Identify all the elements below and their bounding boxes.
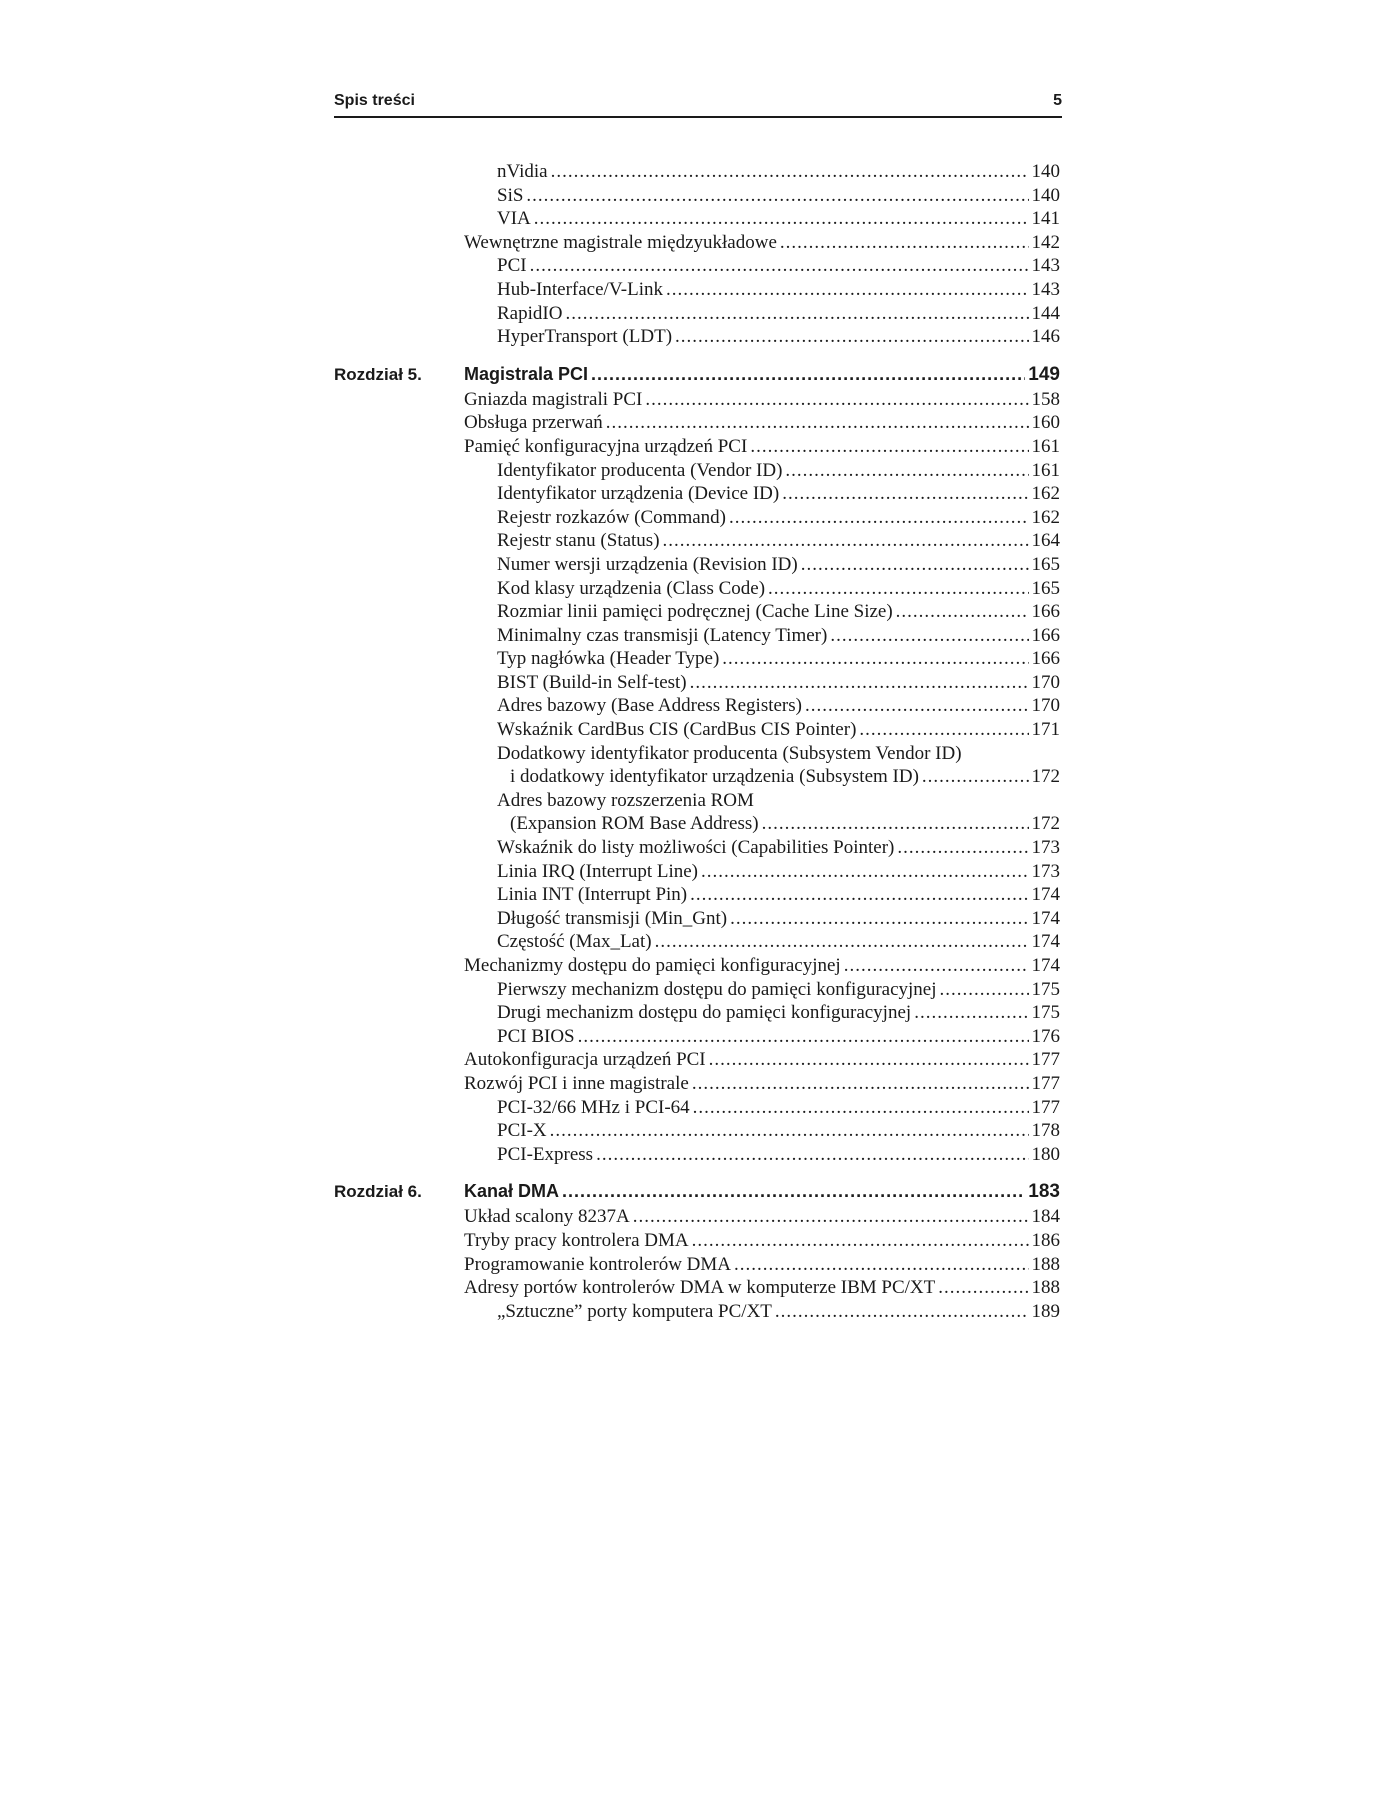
toc-entry	[497, 978, 1060, 1002]
chapter-label: Rozdział 5.	[334, 364, 422, 384]
entry-page-number: 165	[1031, 553, 1060, 575]
dot-leader	[844, 954, 1029, 978]
dot-leader	[530, 254, 1029, 278]
entry-page-number: 177	[1031, 1096, 1060, 1118]
entry-title: Rozmiar linii pamięci podręcznej (Cache Line Size)	[497, 601, 893, 623]
entry-page-number: 186	[1031, 1229, 1060, 1251]
toc-entry	[464, 1276, 1060, 1300]
toc-entry	[497, 207, 1060, 231]
toc-entry	[497, 254, 1060, 278]
toc-entry	[497, 1300, 1060, 1324]
toc-entry	[464, 954, 1060, 978]
dot-leader	[859, 718, 1028, 742]
entry-title: PCI-Express	[497, 1143, 594, 1165]
dot-leader	[690, 883, 1028, 907]
entry-page-number: 141	[1031, 208, 1060, 230]
entry-page-number: 140	[1031, 184, 1060, 206]
entry-page-number: 160	[1031, 412, 1060, 434]
toc-entry	[497, 860, 1060, 884]
entry-page-number: 176	[1031, 1025, 1060, 1047]
dot-leader	[690, 671, 1029, 695]
dot-leader	[729, 506, 1029, 530]
dot-leader	[606, 411, 1029, 435]
entry-title: Linia IRQ (Interrupt Line)	[497, 860, 699, 882]
entry-title: Drugi mechanizm dostępu do pamięci konfiguracyjnej	[497, 1002, 912, 1024]
toc-entry	[497, 694, 1060, 718]
dot-leader	[551, 160, 1029, 184]
entry-page-number: 166	[1031, 624, 1060, 646]
entry-page-number: 164	[1031, 530, 1060, 552]
entry-title: Obsługa przerwań	[464, 412, 603, 434]
entry-page-number: 180	[1031, 1143, 1060, 1165]
entry-page-number: 170	[1031, 695, 1060, 717]
entry-title: Wskaźnik CardBus CIS (CardBus CIS Pointer)	[497, 719, 857, 741]
entry-title: (Expansion ROM Base Address)	[510, 813, 759, 835]
toc-entry	[497, 1001, 1060, 1025]
dot-leader	[645, 388, 1028, 412]
entry-title: Typ nagłówka (Header Type)	[497, 648, 720, 670]
header-page-number: 5	[1053, 92, 1062, 109]
entry-title: Wewnętrzne magistrale międzyukładowe	[464, 231, 777, 253]
toc-entry	[464, 1072, 1060, 1096]
entry-page-number: 174	[1031, 884, 1060, 906]
entry-page-number: 143	[1031, 255, 1060, 277]
entry-title: Tryby pracy kontrolera DMA	[464, 1229, 689, 1251]
entry-page-number: 162	[1031, 483, 1060, 505]
dot-leader	[805, 694, 1029, 718]
toc-entry	[497, 482, 1060, 506]
entry-page-number: 177	[1031, 1049, 1060, 1071]
entry-title: Wskaźnik do listy możliwości (Capabilities Pointer)	[497, 837, 895, 859]
toc-entry	[497, 1143, 1060, 1167]
toc-entry	[464, 1205, 1060, 1229]
toc-entry	[497, 1119, 1060, 1143]
dot-leader	[562, 1178, 1025, 1205]
toc-entry	[497, 718, 1060, 742]
header-title: Spis treści	[334, 92, 415, 109]
dot-leader	[775, 1300, 1029, 1324]
dot-leader	[830, 624, 1028, 648]
toc-entry	[464, 1229, 1060, 1253]
entry-page-number: 175	[1031, 1002, 1060, 1024]
entry-title: Kod klasy urządzenia (Class Code)	[497, 577, 766, 599]
dot-leader	[914, 1001, 1028, 1025]
dot-leader	[692, 1072, 1029, 1096]
entry-page-number: 142	[1031, 231, 1060, 253]
entry-page-number: 146	[1031, 326, 1060, 348]
entry-title: Pierwszy mechanizm dostępu do pamięci konfiguracyjnej	[497, 978, 937, 1000]
toc-entry	[464, 1048, 1060, 1072]
entry-page-number: 140	[1031, 161, 1060, 182]
dot-leader	[750, 435, 1028, 459]
entry-title: Adres bazowy (Base Address Registers)	[497, 695, 802, 717]
dot-leader	[709, 1048, 1029, 1072]
toc-entry	[497, 907, 1060, 931]
entry-page-number: 172	[1031, 813, 1060, 835]
toc-entry	[497, 836, 1060, 860]
dot-leader	[785, 459, 1028, 483]
dot-leader	[780, 231, 1029, 255]
dot-leader	[896, 600, 1029, 624]
chapter-title: Kanał DMA	[464, 1181, 560, 1202]
toc-entry	[464, 411, 1060, 435]
toc-entry	[464, 435, 1060, 459]
entry-title: BIST (Build-in Self-test)	[497, 671, 687, 693]
entry-page-number: 144	[1031, 302, 1060, 324]
entry-title: PCI BIOS	[497, 1025, 575, 1047]
entry-title: Gniazda magistrali PCI	[464, 388, 643, 410]
dot-leader	[768, 577, 1028, 601]
entry-page-number: 189	[1031, 1300, 1060, 1322]
chapter-title: Magistrala PCI	[464, 363, 589, 384]
running-header	[334, 90, 1062, 118]
toc-entry	[464, 231, 1060, 255]
toc-entry	[497, 577, 1060, 601]
toc-entry	[497, 184, 1060, 208]
toc-entry	[497, 302, 1060, 326]
chapter-page-number: 149	[1028, 363, 1060, 385]
dot-leader	[701, 860, 1028, 884]
dot-leader	[655, 930, 1029, 954]
dot-leader	[550, 1119, 1029, 1143]
entry-title: i dodatkowy identyfikator urządzenia (Subsystem ID)	[510, 766, 919, 788]
dot-leader	[730, 907, 1028, 931]
entry-page-number: 177	[1031, 1072, 1060, 1094]
entry-page-number: 188	[1031, 1253, 1060, 1275]
entry-page-number: 174	[1031, 907, 1060, 929]
entry-page-number: 171	[1031, 719, 1060, 741]
entry-page-number: 178	[1031, 1120, 1060, 1142]
toc-entry	[497, 624, 1060, 648]
entry-title: Hub-Interface/V-Link	[497, 278, 664, 300]
entry-title: Częstość (Max_Lat)	[497, 931, 652, 953]
dot-leader	[693, 1096, 1029, 1120]
entry-title: Linia INT (Interrupt Pin)	[497, 884, 688, 906]
dot-leader	[922, 765, 1029, 789]
entry-title: Identyfikator urządzenia (Device ID)	[497, 483, 780, 505]
toc-entry	[464, 1253, 1060, 1277]
toc-entry	[497, 1025, 1060, 1049]
dot-leader	[734, 1253, 1028, 1277]
entry-title: Dodatkowy identyfikator producenta (Subsystem Vendor ID)	[497, 742, 962, 764]
dot-leader	[526, 184, 1028, 208]
entry-page-number: 161	[1031, 459, 1060, 481]
dot-leader	[663, 529, 1029, 553]
entry-title: SiS	[497, 184, 524, 206]
entry-title: Układ scalony 8237A	[464, 1206, 630, 1228]
entry-title: Programowanie kontrolerów DMA	[464, 1253, 732, 1275]
dot-leader	[565, 302, 1028, 326]
entry-title: PCI	[497, 255, 527, 277]
toc-entry	[497, 553, 1060, 577]
entry-page-number: 174	[1031, 955, 1060, 976]
toc-chapter	[334, 1178, 1060, 1205]
entry-page-number: 170	[1031, 671, 1060, 693]
dot-leader	[801, 553, 1029, 577]
toc-entry	[497, 278, 1060, 302]
toc-entry	[497, 647, 1060, 671]
toc-entry	[497, 1096, 1060, 1120]
toc-entry	[497, 930, 1060, 954]
entry-title: RapidIO	[497, 302, 563, 324]
toc-entry	[497, 160, 1060, 184]
toc-entry	[510, 812, 1060, 836]
entry-title: Rozwój PCI i inne magistrale	[464, 1072, 689, 1094]
dot-leader	[938, 1276, 1028, 1300]
toc-entry	[510, 765, 1060, 789]
toc-entry	[497, 600, 1060, 624]
entry-title: Numer wersji urządzenia (Revision ID)	[497, 553, 798, 575]
entry-title: Minimalny czas transmisji (Latency Timer)	[497, 624, 828, 646]
entry-page-number: 158	[1031, 388, 1060, 410]
toc-entry	[497, 789, 1060, 813]
entry-page-number: 161	[1031, 435, 1060, 457]
toc-entry	[464, 388, 1060, 412]
entry-page-number: 173	[1031, 837, 1060, 859]
entry-page-number: 166	[1031, 601, 1060, 623]
entry-title: Mechanizmy dostępu do pamięci konfiguracyjnej	[464, 955, 841, 976]
entry-title: Rejestr stanu (Status)	[497, 530, 660, 552]
entry-title: „Sztuczne” porty komputera PC/XT	[497, 1300, 772, 1322]
entry-page-number: 172	[1031, 766, 1060, 788]
chapter-label: Rozdział 6.	[334, 1182, 422, 1202]
toc-entry	[497, 742, 1060, 766]
dot-leader	[633, 1205, 1029, 1229]
toc-entry	[497, 671, 1060, 695]
entry-page-number: 165	[1031, 577, 1060, 599]
toc-entry	[497, 506, 1060, 530]
chapter-page-number: 183	[1028, 1181, 1060, 1203]
dot-leader	[722, 647, 1028, 671]
toc-entry	[497, 325, 1060, 349]
entry-page-number: 184	[1031, 1206, 1060, 1228]
entry-title: Autokonfiguracja urządzeń PCI	[464, 1049, 706, 1071]
dot-leader	[666, 278, 1028, 302]
entry-page-number: 166	[1031, 648, 1060, 670]
entry-title: PCI-X	[497, 1120, 547, 1142]
entry-title: VIA	[497, 208, 531, 230]
dot-leader	[596, 1143, 1028, 1167]
dot-leader	[940, 978, 1029, 1002]
entry-title: Pamięć konfiguracyjna urządzeń PCI	[464, 435, 748, 457]
entry-title: Identyfikator producenta (Vendor ID)	[497, 459, 783, 481]
entry-page-number: 173	[1031, 860, 1060, 882]
entry-title: PCI-32/66 MHz i PCI-64	[497, 1096, 690, 1118]
entry-title: Adres bazowy rozszerzenia ROM	[497, 789, 754, 811]
entry-title: nVidia	[497, 161, 548, 182]
entry-page-number: 188	[1031, 1277, 1060, 1299]
toc-entry	[497, 529, 1060, 553]
entry-page-number: 174	[1031, 931, 1060, 953]
dot-leader	[675, 325, 1028, 349]
entry-title: Adresy portów kontrolerów DMA w komputerze IBM PC/XT	[464, 1277, 936, 1299]
entry-title: Długość transmisji (Min_Gnt)	[497, 907, 728, 929]
entry-title: HyperTransport (LDT)	[497, 326, 673, 348]
dot-leader	[692, 1229, 1029, 1253]
entry-page-number: 162	[1031, 506, 1060, 528]
dot-leader	[578, 1025, 1029, 1049]
dot-leader	[591, 361, 1025, 388]
dot-leader	[782, 482, 1028, 506]
dot-leader	[762, 812, 1029, 836]
entry-page-number: 143	[1031, 278, 1060, 300]
table-of-contents	[334, 160, 1060, 1323]
entry-title: Rejestr rozkazów (Command)	[497, 506, 726, 528]
toc-entry	[497, 459, 1060, 483]
toc-chapter	[334, 361, 1060, 388]
toc-entry	[497, 883, 1060, 907]
entry-page-number: 175	[1031, 978, 1060, 1000]
dot-leader	[534, 207, 1029, 231]
dot-leader	[897, 836, 1028, 860]
